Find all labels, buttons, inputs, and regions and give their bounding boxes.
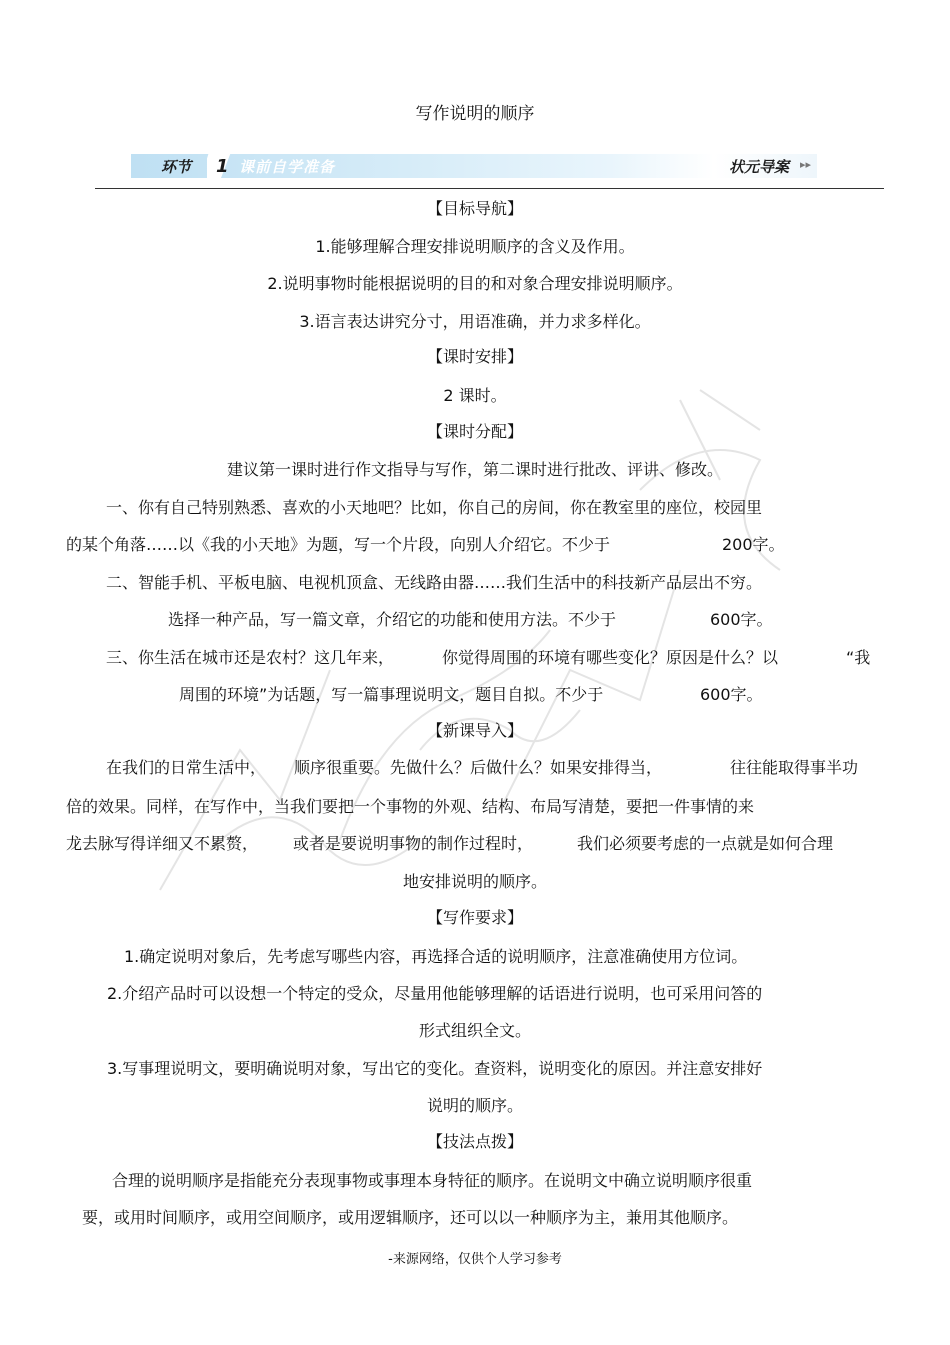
task3-line1-b: 你觉得周围的环境有哪些变化？原因是什么？以 <box>442 648 779 667</box>
task3-line1-c: “我 <box>846 648 871 667</box>
heading-schedule: 【课时安排】 <box>426 347 523 366</box>
double-arrow-icon: ▸▸ <box>799 158 811 171</box>
section-banner <box>131 154 817 178</box>
goal-item: 1.能够理解合理安排说明顺序的含义及作用。 <box>315 237 635 256</box>
page-title: 写作说明的顺序 <box>415 104 535 124</box>
intro-line3-a: 龙去脉写得详细又不累赘， <box>66 834 259 853</box>
requirement-3-line1: 3.写事理说明文，要明确说明对象，写出它的变化。查资料，说明变化的原因。并注意安排好 <box>107 1059 763 1078</box>
task3-count: 600字。 <box>700 685 763 704</box>
task3-line2: 周围的环境”为话题，写一篇事理说明文，题目自拟。不少于 <box>179 685 604 704</box>
goal-item: 2.说明事物时能根据说明的目的和对象合理安排说明顺序。 <box>267 274 683 293</box>
task2-line1: 二、智能手机、平板电脑、电视机顶盒、无线路由器……我们生活中的科技新产品层出不穷。 <box>106 573 763 592</box>
banner-number: 1 <box>216 156 229 177</box>
schedule-text: 2 课时。 <box>443 386 507 405</box>
tips-line2: 要，或用时间顺序，或用空间顺序，或用逻辑顺序，还可以以一种顺序为主，兼用其他顺序。 <box>82 1208 739 1227</box>
banner-number-badge <box>207 152 231 178</box>
requirement-2-line2: 形式组织全文。 <box>418 1021 531 1040</box>
intro-line1-b: 顺序很重要。先做什么？后做什么？如果安排得当， <box>294 758 663 777</box>
intro-line1-c: 往往能取得事半功 <box>730 758 859 777</box>
intro-line1-a: 在我们的日常生活中， <box>106 758 267 777</box>
requirement-3-line2: 说明的顺序。 <box>426 1096 523 1115</box>
heading-goals: 【目标导航】 <box>426 199 523 218</box>
heading-intro: 【新课导入】 <box>426 721 523 740</box>
footer-note: -来源网络，仅供个人学习参考 <box>388 1252 562 1267</box>
requirement-2-line1: 2.介绍产品时可以设想一个特定的受众，尽量用他能够理解的话语进行说明，也可采用问答的 <box>107 984 763 1003</box>
task1-line1: 一、你有自己特别熟悉、喜欢的小天地吧？比如，你自己的房间，你在教室里的座位，校园里 <box>106 498 763 517</box>
task2-count: 600字。 <box>710 610 773 629</box>
intro-line3-c: 我们必须要考虑的一点就是如何合理 <box>577 834 834 853</box>
intro-line2: 倍的效果。同样，在写作中，当我们要把一个事物的外观、结构、布局写清楚，要把一件事情的来 <box>66 797 755 816</box>
task3-line1-a: 三、你生活在城市还是农村？这几年来， <box>106 648 395 667</box>
allocation-text: 建议第一课时进行作文指导与写作，第二课时进行批改、评讲、修改。 <box>226 460 723 479</box>
heading-requirements: 【写作要求】 <box>426 908 523 927</box>
task1-count: 200字。 <box>722 535 785 554</box>
task1-line2: 的某个角落……以《我的小天地》为题，写一个片段，向别人介绍它。不少于 <box>66 535 611 554</box>
heading-allocation: 【课时分配】 <box>426 422 523 441</box>
intro-line3-b: 或者是要说明事物的制作过程时， <box>293 834 534 853</box>
task2-line2: 选择一种产品，写一篇文章，介绍它的功能和使用方法。不少于 <box>168 610 617 629</box>
heading-tips: 【技法点拨】 <box>426 1132 523 1151</box>
tips-line1: 合理的说明顺序是指能充分表现事物或事理本身特征的顺序。在说明文中确立说明顺序很重 <box>112 1171 753 1190</box>
banner-right-text: 状元导案 <box>728 158 789 176</box>
goal-item: 3.语言表达讲究分寸，用语准确，并力求多样化。 <box>299 312 651 331</box>
requirement-1: 1.确定说明对象后，先考虑写哪些内容，再选择合适的说明顺序，注意准确使用方位词。 <box>124 947 748 966</box>
intro-line4: 地安排说明的顺序。 <box>402 872 547 891</box>
banner-label: 环节 <box>161 158 192 176</box>
header-divider <box>95 188 884 189</box>
banner-left-text: 课前自学准备 <box>239 158 336 176</box>
